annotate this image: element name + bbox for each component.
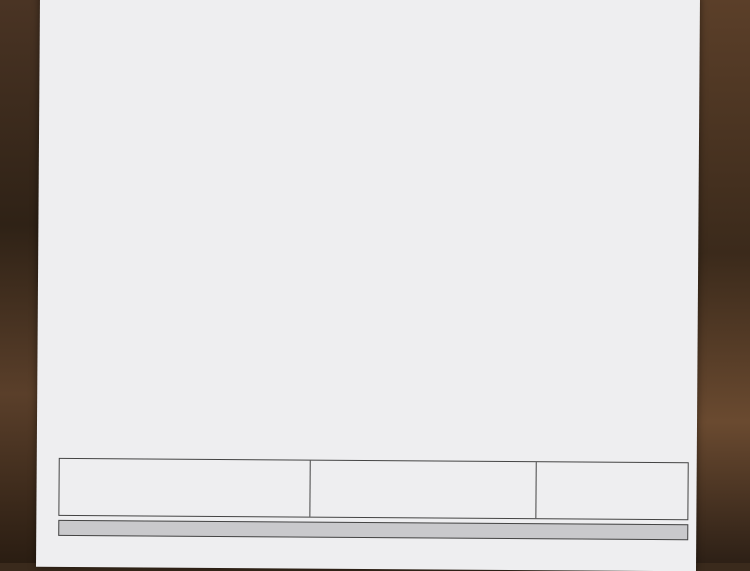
checks-box [58, 458, 688, 520]
background-right [692, 0, 750, 563]
linear-variables-table [47, 99, 691, 103]
registro-line [58, 535, 686, 554]
form-sheet [36, 0, 700, 571]
